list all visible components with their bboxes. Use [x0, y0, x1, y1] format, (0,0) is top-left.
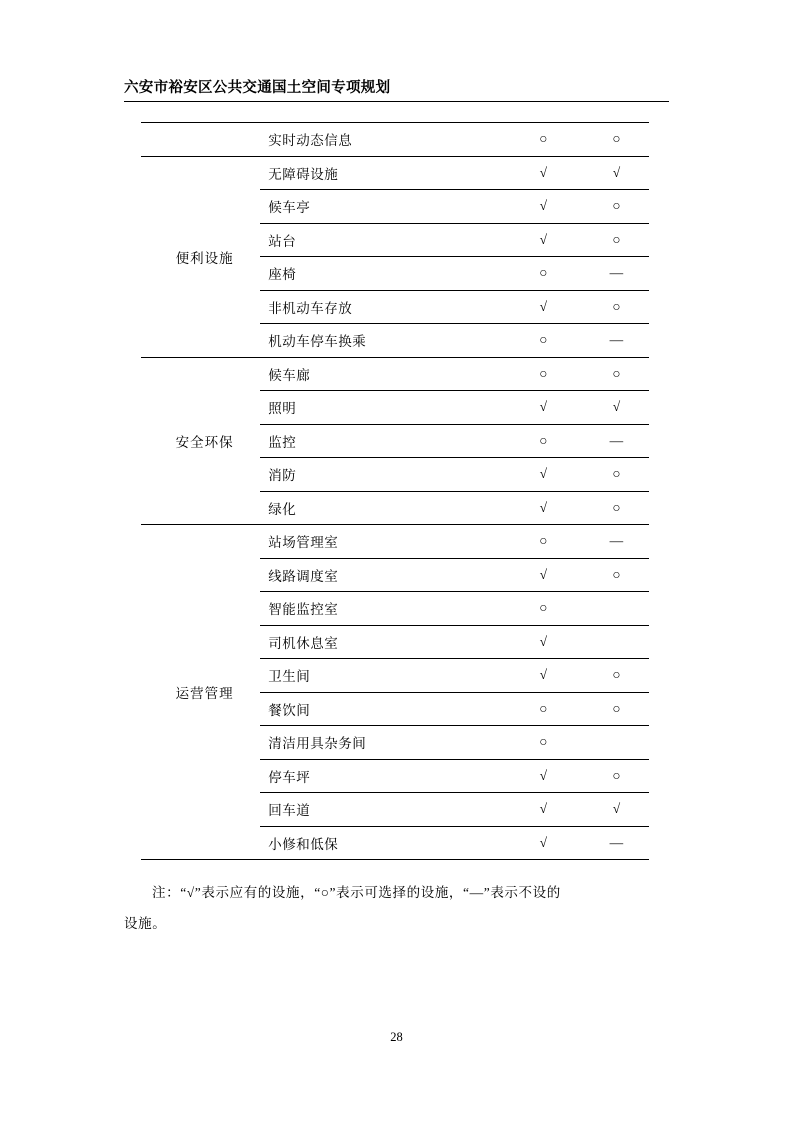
table-cell-item: 候车廊 [260, 357, 502, 391]
table-cell-mark-1: √ [503, 759, 576, 793]
table-cell-item: 机动车停车换乘 [260, 324, 502, 358]
table-cell-mark-2: ○ [576, 558, 649, 592]
table-cell-mark-2: √ [576, 793, 649, 827]
table-note-line-1: 注：“√”表示应有的设施，“○”表示可选择的设施，“—”表示不设的 [152, 885, 561, 900]
page-number: 28 [390, 1030, 403, 1044]
table-cell-category: 便利设施 [141, 156, 260, 357]
table-cell-item: 停车坪 [260, 759, 502, 793]
table-note [124, 877, 672, 939]
table-cell-mark-2: ○ [576, 190, 649, 224]
table-cell-mark-2: — [576, 424, 649, 458]
table-cell-mark-1: ○ [503, 324, 576, 358]
table-cell-mark-1: √ [503, 558, 576, 592]
table-cell-mark-2: — [576, 826, 649, 860]
table-cell-mark-2: ○ [576, 458, 649, 492]
table-cell-item: 座椅 [260, 257, 502, 291]
table-cell-mark-2: ○ [576, 357, 649, 391]
table-cell-item: 回车道 [260, 793, 502, 827]
table-row [141, 525, 649, 559]
table-row [141, 357, 649, 391]
table-cell-item: 非机动车存放 [260, 290, 502, 324]
table-cell-item: 智能监控室 [260, 592, 502, 626]
table-cell-mark-1: ○ [503, 726, 576, 760]
table-cell-item: 实时动态信息 [260, 123, 502, 157]
table-cell-mark-2: ○ [576, 491, 649, 525]
table-cell-mark-2: — [576, 324, 649, 358]
table-cell-item: 无障碍设施 [260, 156, 502, 190]
table-cell-item: 站台 [260, 223, 502, 257]
table-cell-item: 司机休息室 [260, 625, 502, 659]
table-note-line-2: 设施。 [124, 916, 167, 931]
table-cell-mark-2: √ [576, 391, 649, 425]
table-cell-item: 站场管理室 [260, 525, 502, 559]
table-cell-mark-1: √ [503, 625, 576, 659]
table-cell-item: 监控 [260, 424, 502, 458]
table-cell-mark-1: √ [503, 223, 576, 257]
table-cell-mark-1: √ [503, 793, 576, 827]
table-cell-mark-2: ○ [576, 290, 649, 324]
table-cell-mark-1: √ [503, 391, 576, 425]
table-cell-item: 线路调度室 [260, 558, 502, 592]
table-cell-mark-1: ○ [503, 424, 576, 458]
table-cell-mark-2: ○ [576, 659, 649, 693]
table-row [141, 123, 649, 157]
table-cell-mark-1: √ [503, 190, 576, 224]
table-cell-mark-1: ○ [503, 525, 576, 559]
table-cell-mark-2 [576, 592, 649, 626]
facility-table-body [141, 123, 649, 860]
table-cell-mark-1: ○ [503, 257, 576, 291]
table-cell-item: 清洁用具杂务间 [260, 726, 502, 760]
table-cell-mark-1: √ [503, 826, 576, 860]
table-cell-mark-1: ○ [503, 123, 576, 157]
table-cell-mark-2: — [576, 257, 649, 291]
facility-table-container [141, 122, 649, 860]
table-cell-mark-2: ○ [576, 123, 649, 157]
table-cell-category [141, 123, 260, 157]
table-cell-mark-1: √ [503, 491, 576, 525]
table-cell-item: 绿化 [260, 491, 502, 525]
table-cell-mark-2: ○ [576, 759, 649, 793]
table-cell-mark-1: √ [503, 156, 576, 190]
table-cell-item: 候车亭 [260, 190, 502, 224]
table-cell-mark-1: ○ [503, 592, 576, 626]
table-row [141, 156, 649, 190]
table-cell-item: 消防 [260, 458, 502, 492]
header-title: 六安市裕安区公共交通国土空间专项规划 [124, 80, 391, 96]
header-divider [124, 101, 669, 102]
table-cell-item: 卫生间 [260, 659, 502, 693]
table-cell-mark-2: — [576, 525, 649, 559]
table-cell-category: 安全环保 [141, 357, 260, 525]
table-cell-item: 餐饮间 [260, 692, 502, 726]
table-cell-mark-1: √ [503, 290, 576, 324]
table-cell-mark-2: √ [576, 156, 649, 190]
table-cell-mark-2: ○ [576, 223, 649, 257]
table-cell-mark-1: ○ [503, 692, 576, 726]
table-cell-mark-1: √ [503, 659, 576, 693]
page-header [124, 78, 669, 102]
table-cell-category: 运营管理 [141, 525, 260, 860]
table-cell-mark-1: √ [503, 458, 576, 492]
table-cell-mark-2 [576, 625, 649, 659]
table-cell-mark-2: ○ [576, 692, 649, 726]
table-cell-mark-2 [576, 726, 649, 760]
table-cell-item: 照明 [260, 391, 502, 425]
table-cell-mark-1: ○ [503, 357, 576, 391]
facility-table [141, 122, 649, 860]
table-cell-item: 小修和低保 [260, 826, 502, 860]
